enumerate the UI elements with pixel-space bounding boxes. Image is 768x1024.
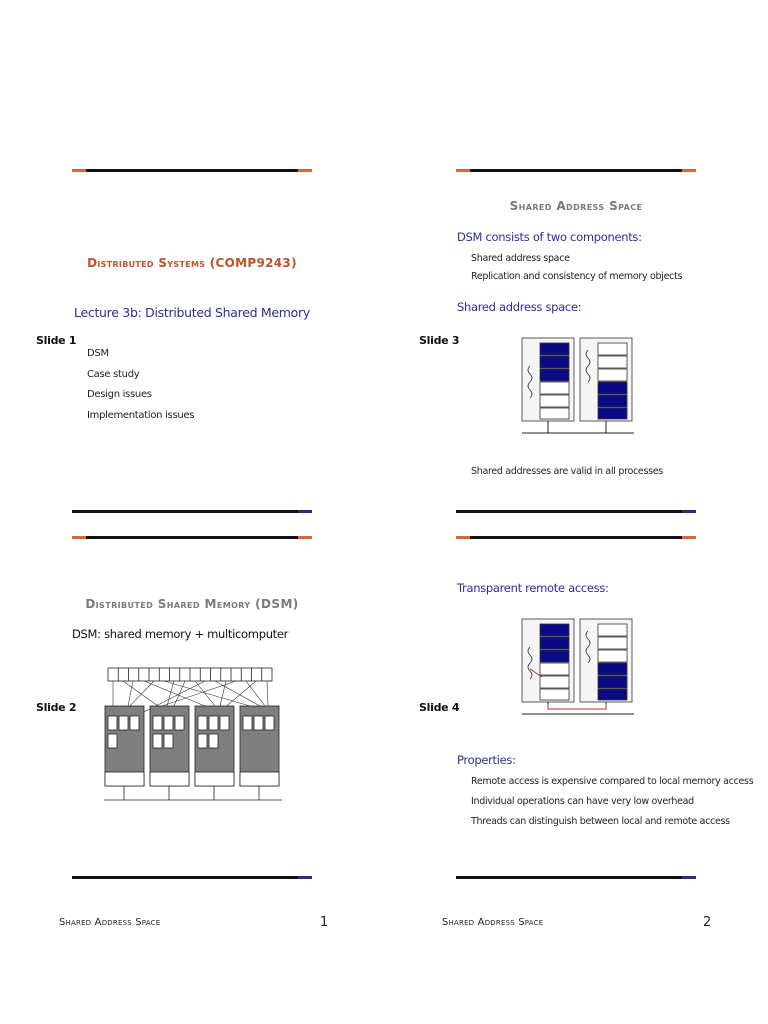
slide3-component-item: Shared address space bbox=[471, 253, 570, 264]
slide1-label: Slide 1 bbox=[36, 334, 77, 347]
slide4-heading-transparent: Transparent remote access: bbox=[457, 581, 609, 595]
slide1-bullet: Design issues bbox=[87, 389, 152, 400]
shared-address-space-diagram bbox=[518, 336, 640, 440]
process-memory bbox=[580, 338, 632, 421]
slide3-label: Slide 3 bbox=[419, 334, 460, 347]
slide1-bullet: Case study bbox=[87, 368, 140, 380]
slide2-bottom-rule bbox=[72, 876, 312, 879]
slide2-top-rule bbox=[72, 536, 312, 539]
slide2-intro: DSM: shared memory + multicomputer bbox=[72, 627, 289, 641]
process-memory bbox=[580, 619, 632, 702]
process-memory bbox=[522, 338, 574, 421]
dsm-multicomputer-diagram bbox=[100, 664, 285, 816]
slide4-bottom-rule bbox=[456, 876, 696, 879]
slide3-top-rule bbox=[456, 169, 696, 172]
remote-access-diagram bbox=[518, 617, 640, 721]
slide3-component-item: Replication and consistency of memory objects bbox=[471, 271, 683, 282]
computer-node bbox=[105, 706, 144, 786]
slide1-top-rule bbox=[72, 169, 312, 172]
slide4-property-item: Remote access is expensive compared to local memory access bbox=[471, 776, 754, 787]
computer-node bbox=[195, 706, 234, 786]
network-bus bbox=[522, 702, 634, 714]
process-memory bbox=[522, 619, 574, 702]
computer-node bbox=[150, 706, 189, 786]
slide4-property-item: Threads can distinguish between local and remote access bbox=[471, 816, 730, 827]
slide1-title: Distributed Systems (COMP9243) bbox=[87, 256, 297, 270]
computer-node bbox=[240, 706, 279, 786]
slide3-bottom-rule bbox=[456, 510, 696, 513]
slide3-heading-address-space: Shared address space: bbox=[457, 300, 582, 314]
network-bus bbox=[522, 421, 634, 433]
slide3-title: Shared Address Space bbox=[509, 199, 643, 213]
slide1-bullet-list bbox=[87, 344, 194, 426]
footer-left-page: 1 bbox=[320, 915, 329, 930]
slide4-heading-properties: Properties: bbox=[457, 753, 516, 767]
footer-left-title: Shared Address Space bbox=[59, 917, 161, 928]
slide1-subtitle: Lecture 3b: Distributed Shared Memory bbox=[74, 305, 310, 320]
slide1-bullet: Implementation issues bbox=[87, 409, 195, 421]
slide4-label: Slide 4 bbox=[419, 701, 460, 714]
slide3-component-list bbox=[471, 250, 682, 286]
footer-right-title: Shared Address Space bbox=[442, 917, 544, 928]
slide1-bullet: DSM bbox=[87, 348, 109, 359]
slide3-heading-components: DSM consists of two components: bbox=[457, 230, 642, 244]
slide3-caption: Shared addresses are valid in all processes bbox=[471, 466, 663, 477]
slide1-bottom-rule bbox=[72, 510, 312, 513]
shared-memory-strip bbox=[108, 668, 272, 681]
slide2-title: Distributed Shared Memory (DSM) bbox=[85, 597, 299, 611]
slide4-top-rule bbox=[456, 536, 696, 539]
footer-right-page: 2 bbox=[703, 915, 712, 930]
slide4-property-item: Individual operations can have very low overhead bbox=[471, 796, 694, 807]
network-bus bbox=[104, 786, 282, 800]
slide4-properties-list bbox=[471, 772, 753, 832]
slide2-label: Slide 2 bbox=[36, 701, 77, 714]
